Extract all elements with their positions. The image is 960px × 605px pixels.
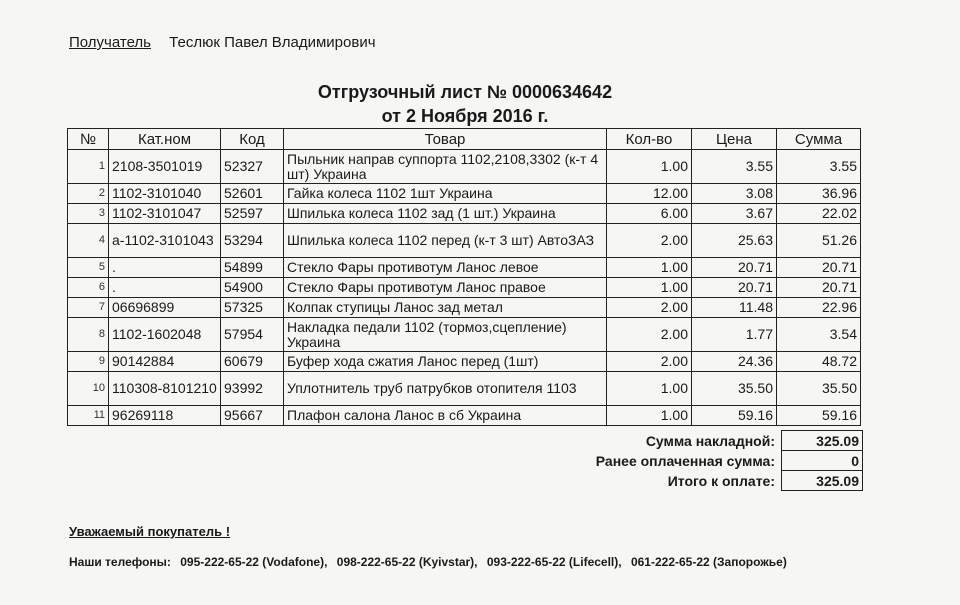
- row-item: Стекло Фары противотум Ланос правое: [284, 278, 607, 298]
- row-no: 6: [68, 278, 109, 298]
- row-sum: 59.16: [777, 406, 861, 426]
- row-no: 9: [68, 352, 109, 372]
- row-item: Стекло Фары противотум Ланос левое: [284, 258, 607, 278]
- row-no: 11: [68, 406, 109, 426]
- row-price: 59.16: [692, 406, 777, 426]
- row-qty: 2.00: [607, 298, 692, 318]
- phone-zaporozhye: 061-222-65-22 (Запорожье): [630, 555, 787, 569]
- row-code: 57325: [221, 298, 284, 318]
- col-header-code: Код: [221, 129, 284, 150]
- row-no: 2: [68, 184, 109, 204]
- phone-lifecell: 093-222-65-22 (Lifecell),: [486, 555, 622, 569]
- row-cat: 1102-1602048: [109, 318, 221, 352]
- row-price: 24.36: [692, 352, 777, 372]
- row-qty: 12.00: [607, 184, 692, 204]
- row-no: 5: [68, 258, 109, 278]
- table-row: [68, 258, 861, 278]
- row-sum: 22.02: [777, 204, 861, 224]
- totals-table: [520, 430, 863, 491]
- row-no: 4: [68, 224, 109, 258]
- row-code: 52327: [221, 150, 284, 184]
- row-qty: 1.00: [607, 372, 692, 406]
- row-item: Гайка колеса 1102 1шт Украина: [284, 184, 607, 204]
- row-no: 3: [68, 204, 109, 224]
- totals-row-paid: [520, 451, 863, 471]
- row-cat: 06696899: [109, 298, 221, 318]
- row-cat: .: [109, 258, 221, 278]
- phone-vodafone: 095-222-65-22 (Vodafone),: [180, 555, 328, 569]
- row-item: Плафон салона Ланос в сб Украина: [284, 406, 607, 426]
- phones-line: [69, 555, 793, 569]
- row-item: Колпак ступицы Ланос зад метал: [284, 298, 607, 318]
- row-code: 95667: [221, 406, 284, 426]
- row-cat: 96269118: [109, 406, 221, 426]
- row-qty: 1.00: [607, 278, 692, 298]
- row-sum: 3.55: [777, 150, 861, 184]
- row-cat: 90142884: [109, 352, 221, 372]
- row-code: 54899: [221, 258, 284, 278]
- table-row: [68, 204, 861, 224]
- row-item: Буфер хода сжатия Ланос перед (1шт): [284, 352, 607, 372]
- table-row: [68, 184, 861, 204]
- row-cat: 110308-8101210: [109, 372, 221, 406]
- row-qty: 2.00: [607, 352, 692, 372]
- row-item: Пыльник направ суппорта 1102,2108,3302 (к-т 4 шт) Украина: [284, 150, 607, 184]
- row-no: 1: [68, 150, 109, 184]
- recipient-name: Теслюк Павел Владимирович: [169, 34, 376, 51]
- row-item: Шпилька колеса 1102 зад (1 шт.) Украина: [284, 204, 607, 224]
- table-row: [68, 406, 861, 426]
- row-code: 52597: [221, 204, 284, 224]
- table-row: [68, 224, 861, 258]
- row-qty: 2.00: [607, 318, 692, 352]
- paid-sum-value: 0: [782, 451, 863, 471]
- row-price: 35.50: [692, 372, 777, 406]
- row-code: 60679: [221, 352, 284, 372]
- row-qty: 1.00: [607, 258, 692, 278]
- row-price: 1.77: [692, 318, 777, 352]
- row-price: 25.63: [692, 224, 777, 258]
- row-cat: .: [109, 278, 221, 298]
- row-price: 3.08: [692, 184, 777, 204]
- row-cat: 1102-3101040: [109, 184, 221, 204]
- row-qty: 1.00: [607, 406, 692, 426]
- row-code: 53294: [221, 224, 284, 258]
- table-row: [68, 372, 861, 406]
- dear-customer-heading: Уважаемый покупатель !: [69, 524, 231, 539]
- col-header-item: Товар: [284, 129, 607, 150]
- recipient-label: Получатель: [69, 34, 151, 51]
- col-header-no: №: [68, 129, 109, 150]
- row-no: 7: [68, 298, 109, 318]
- row-item: Шпилька колеса 1102 перед (к-т 3 шт) АвтоЗАЗ: [284, 224, 607, 258]
- due-sum-value: 325.09: [782, 471, 863, 491]
- col-header-cat: Кат.ном: [109, 129, 221, 150]
- items-table: [67, 128, 861, 426]
- row-sum: 48.72: [777, 352, 861, 372]
- table-row: [68, 150, 861, 184]
- row-price: 3.67: [692, 204, 777, 224]
- phone-kyivstar: 098-222-65-22 (Kyivstar),: [336, 555, 478, 569]
- table-row: [68, 352, 861, 372]
- row-code: 57954: [221, 318, 284, 352]
- row-sum: 36.96: [777, 184, 861, 204]
- row-price: 20.71: [692, 278, 777, 298]
- row-item: Накладка педали 1102 (тормоз,сцепление) Украина: [284, 318, 607, 352]
- row-code: 54900: [221, 278, 284, 298]
- col-header-price: Цена: [692, 129, 777, 150]
- document-date: от 2 Ноября 2016 г.: [381, 106, 549, 126]
- row-price: 3.55: [692, 150, 777, 184]
- row-cat: 2108-3501019: [109, 150, 221, 184]
- recipient-line: [69, 34, 376, 51]
- row-sum: 22.96: [777, 298, 861, 318]
- paid-sum-label: Ранее оплаченная сумма:: [595, 452, 775, 469]
- totals-row-due: [520, 471, 863, 491]
- table-row: [68, 298, 861, 318]
- row-sum: 20.71: [777, 278, 861, 298]
- row-no: 10: [68, 372, 109, 406]
- row-price: 20.71: [692, 258, 777, 278]
- row-qty: 1.00: [607, 150, 692, 184]
- row-qty: 2.00: [607, 224, 692, 258]
- row-sum: 3.54: [777, 318, 861, 352]
- due-sum-label: Итого к оплате:: [667, 472, 775, 489]
- row-sum: 51.26: [777, 224, 861, 258]
- row-code: 93992: [221, 372, 284, 406]
- invoice-sum-value: 325.09: [782, 431, 863, 451]
- table-header-row: [68, 129, 861, 150]
- row-price: 11.48: [692, 298, 777, 318]
- row-cat: 1102-3101047: [109, 204, 221, 224]
- col-header-sum: Сумма: [777, 129, 861, 150]
- row-sum: 20.71: [777, 258, 861, 278]
- invoice-sum-label: Сумма накладной:: [645, 432, 775, 449]
- phones-label: Наши телефоны:: [69, 555, 171, 569]
- row-cat: а-1102-3101043: [109, 224, 221, 258]
- row-code: 52601: [221, 184, 284, 204]
- row-no: 8: [68, 318, 109, 352]
- row-sum: 35.50: [777, 372, 861, 406]
- col-header-qty: Кол-во: [607, 129, 692, 150]
- table-row: [68, 278, 861, 298]
- row-qty: 6.00: [607, 204, 692, 224]
- totals-row-invoice: [520, 431, 863, 451]
- table-row: [68, 318, 861, 352]
- row-item: Уплотнитель труб патрубков отопителя 1103: [284, 372, 607, 406]
- document-title: Отгрузочный лист № 0000634642: [317, 82, 613, 102]
